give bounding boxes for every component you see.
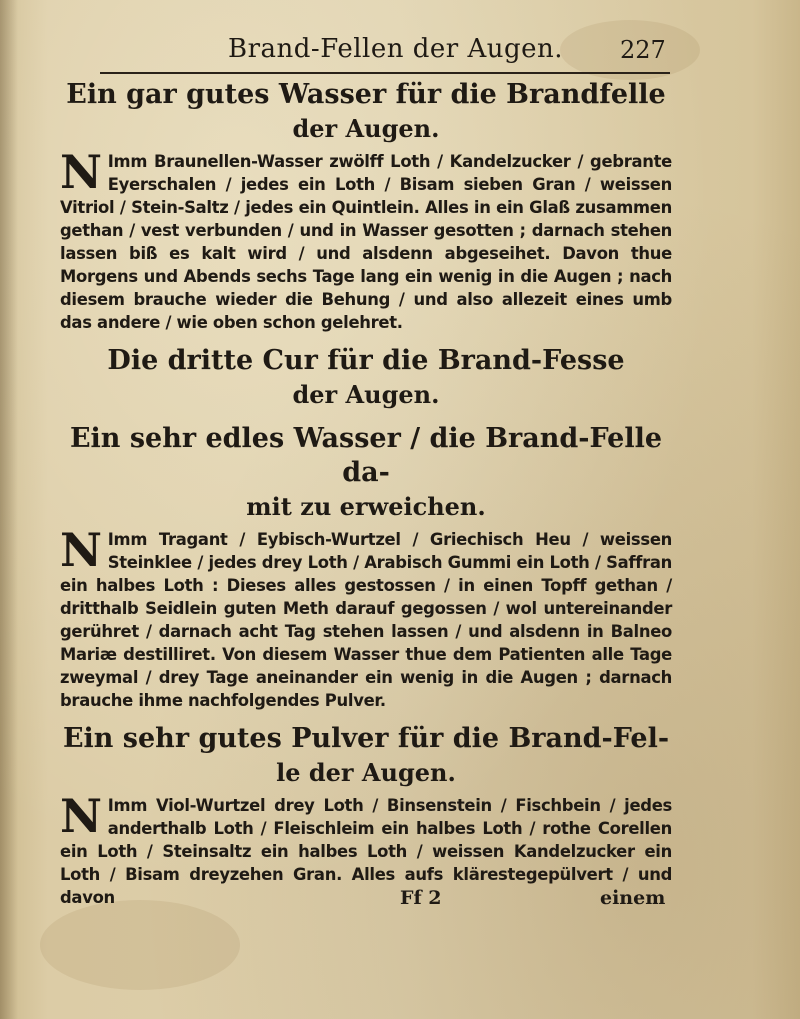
running-head xyxy=(0,32,800,72)
page-content xyxy=(60,78,672,909)
drop-cap: N xyxy=(60,789,102,843)
heading-line: der Augen. xyxy=(292,380,440,409)
paragraph-text: Imm Viol-Wurtzel drey Loth / Binsenstein / Fischbein / jedes anderthalb Loth / Fleischleim ein halbes Loth / rothe Corellen ein Loth / Steinsaltz ein halbes Loth / weissen Kandelzucker ein Loth / Bisam dreyzehen Gran. Alles aufs klärestegepülvert / und davon xyxy=(60,796,672,907)
signature-mark: Ff 2 xyxy=(400,887,442,909)
section-heading xyxy=(60,344,672,412)
section-heading xyxy=(60,722,672,790)
page-footer xyxy=(0,887,800,917)
recipe-paragraph xyxy=(60,523,672,712)
heading-line: mit zu erweichen. xyxy=(246,492,486,521)
header-rule xyxy=(100,72,670,74)
paragraph-text: Imm Tragant / Eybisch-Wurtzel / Griechisch Heu / weissen Steinklee / jedes drey Loth / Arabisch Gummi ein Loth / Saffran ein halbes Loth : Dieses alles gestossen / in einen Topff gethan / dritthalb Seidlein guten Meth darauf gegossen / wol untereinander gerühret / darnach acht Tag stehen lassen / und alsdenn in Balneo Mariæ destilliret. Von diesem Wasser thue dem Patienten alle Tage zweymal / drey Tage aneinander ein wenig in die Augen ; darnach brauche ihme nachfolgendes Pulver. xyxy=(60,530,672,710)
section-heading xyxy=(60,78,672,146)
paragraph-text: Imm Braunellen-Wasser zwölff Loth / Kandelzucker / gebrante Eyerschalen / jedes ein Loth / Bisam sieben Gran / weissen Vitriol / Stein-Saltz / jedes ein Quintlein. Alles in ein Glaß zusammen gethan / vest verbunden / und in Wasser gesotten ; darnach stehen lassen biß es kalt wird / und alsdenn abgeseihet. Davon thue Morgens und Abends sechs Tage lang ein wenig in die Augen ; nach diesem brauche wieder die Behung / und also allezeit eines umb das andere / wie oben schon gelehret. xyxy=(60,152,672,332)
catchword: einem xyxy=(600,887,666,909)
page-number: 227 xyxy=(620,36,666,64)
running-head-title: Brand-Fellen der Augen. xyxy=(228,34,564,64)
page-edge-shadow xyxy=(0,0,18,1019)
recipe-paragraph xyxy=(60,145,672,334)
drop-cap: N xyxy=(60,145,102,199)
heading-line: Ein sehr gutes Pulver für die Brand-Fel- xyxy=(62,723,670,754)
heading-line: Ein sehr edles Wasser / die Brand-Felle da- xyxy=(69,423,663,488)
heading-line: le der Augen. xyxy=(276,758,456,787)
heading-line: Die dritte Cur für die Brand-Fesse xyxy=(107,345,625,376)
section-heading xyxy=(60,422,672,524)
drop-cap: N xyxy=(60,523,102,577)
heading-line: Ein gar gutes Wasser für die Brandfelle xyxy=(66,79,666,110)
heading-line: der Augen. xyxy=(292,114,440,143)
